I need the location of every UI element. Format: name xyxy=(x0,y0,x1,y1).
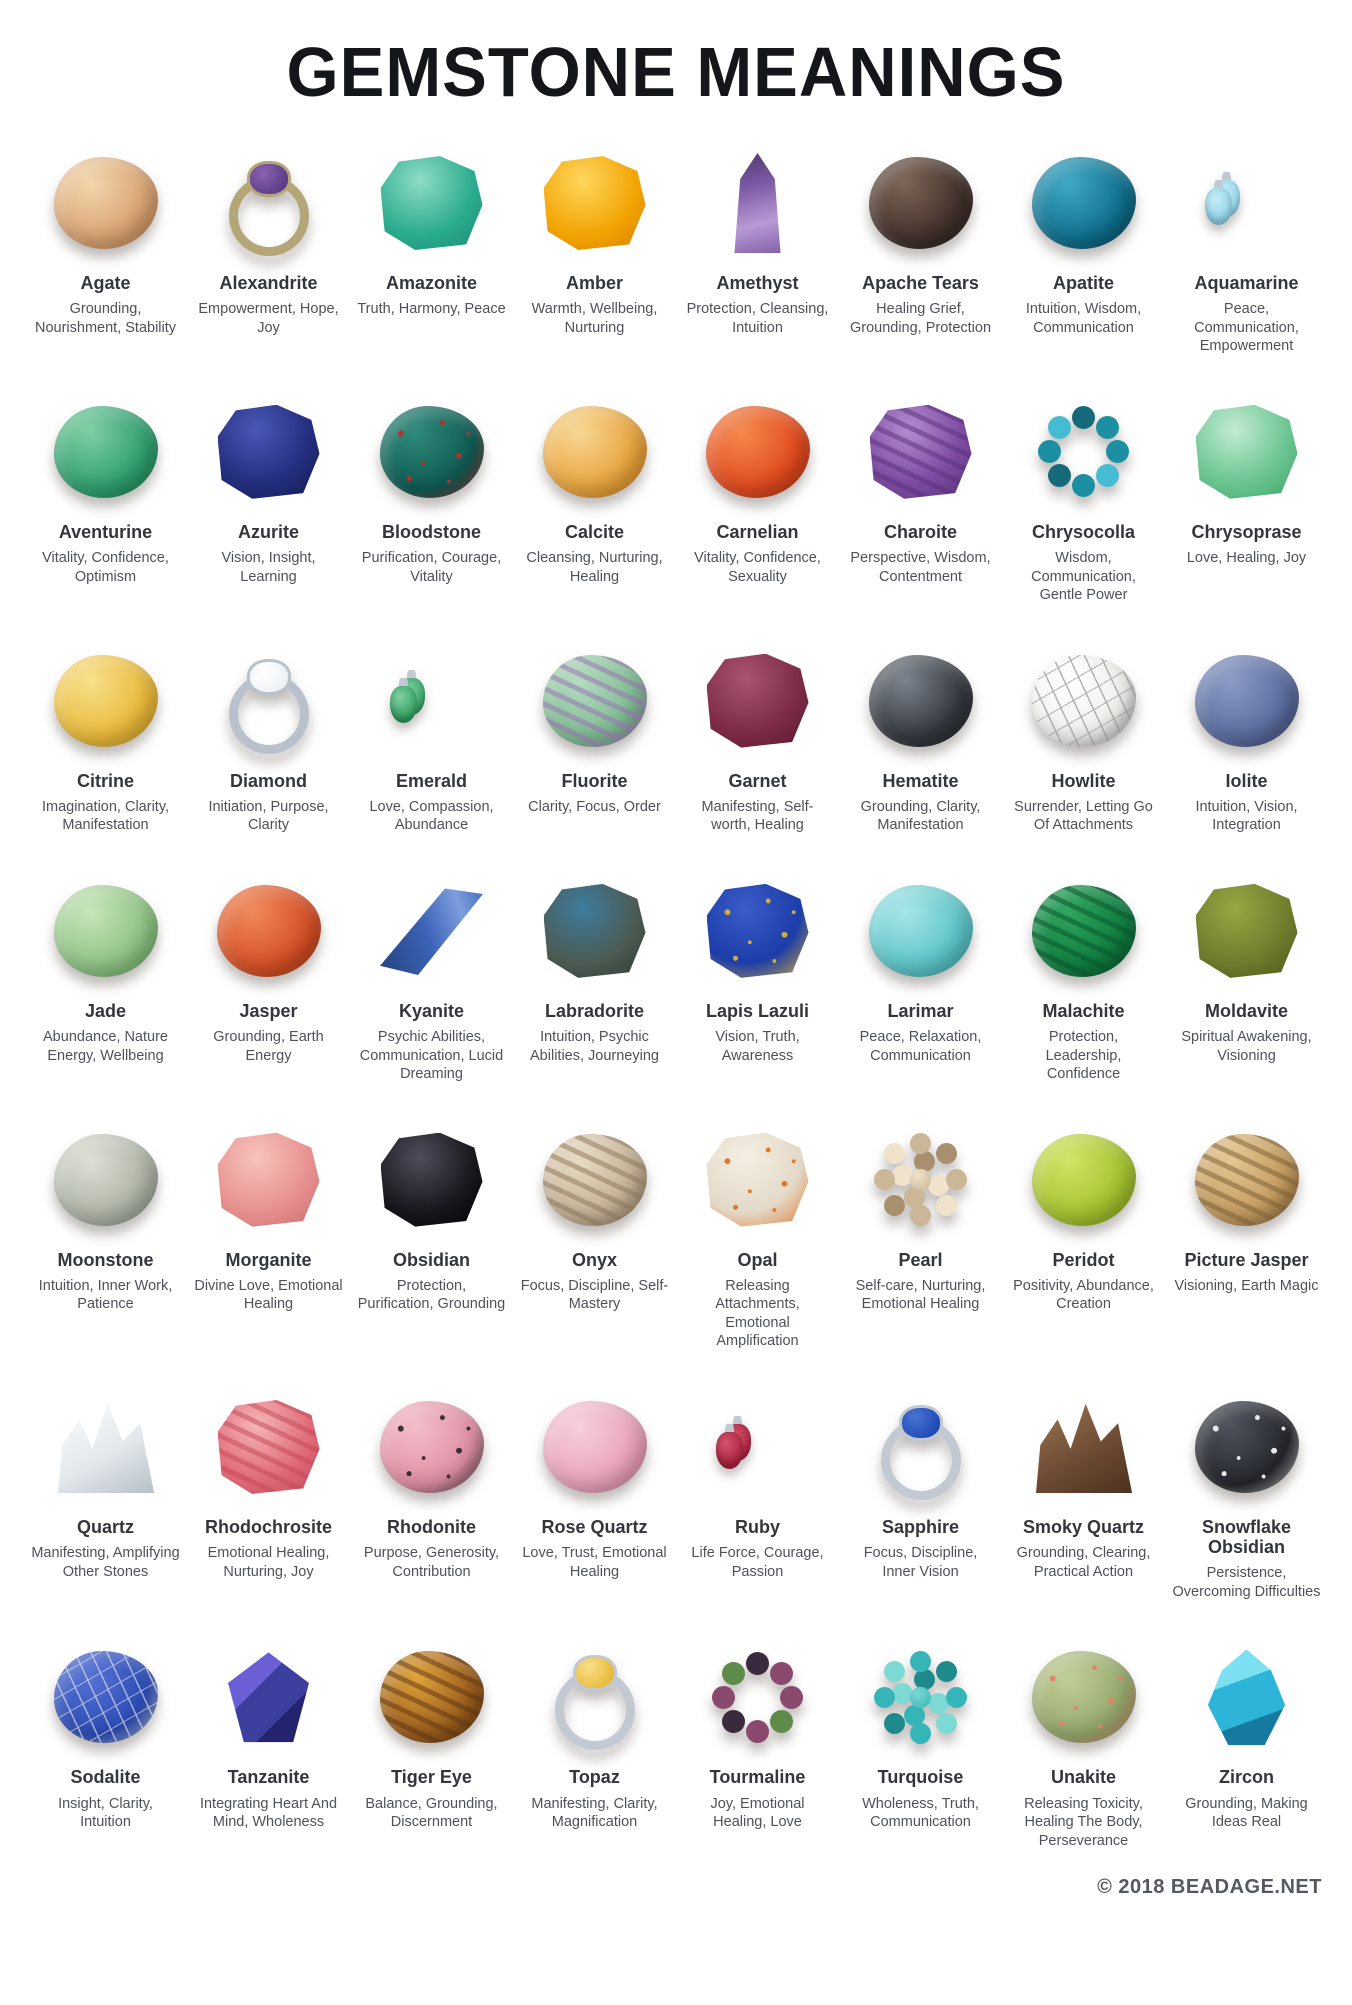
gem-cell-rhodonite xyxy=(352,1387,511,1601)
gem-cell-lapis-lazuli xyxy=(678,871,837,1084)
agate-stone-icon xyxy=(54,157,158,249)
gem-art xyxy=(841,392,1000,512)
gem-name-pearl: Pearl xyxy=(898,1249,943,1270)
gem-name-jasper: Jasper xyxy=(239,1000,298,1021)
picture-jasper-stone-icon xyxy=(1195,1134,1299,1226)
gem-meaning-lapis-lazuli: Vision, Truth, Awareness xyxy=(715,1029,800,1064)
gem-meaning-snowflake-obsidian: Persistence, Overcoming Difficulties xyxy=(1172,1565,1321,1600)
gem-cell-topaz xyxy=(515,1637,674,1850)
gem-name-fluorite: Fluorite xyxy=(561,770,628,791)
gem-art xyxy=(1167,641,1326,761)
gem-meaning-amazonite: Truth, Harmony, Peace xyxy=(357,301,506,318)
gem-cell-alexandrite xyxy=(189,143,348,356)
sapphire-stone-icon xyxy=(881,1420,961,1500)
gem-cell-garnet xyxy=(678,641,837,835)
turquoise-stone-icon xyxy=(910,1687,931,1708)
peridot-stone-icon xyxy=(1032,1134,1136,1226)
gem-name-tiger-eye: Tiger Eye xyxy=(391,1767,472,1788)
gem-meaning-opal: Releasing Attachments, Emotional Amplification xyxy=(715,1277,800,1350)
gem-name-rose-quartz: Rose Quartz xyxy=(541,1516,648,1537)
gem-art xyxy=(189,1120,348,1240)
gem-cell-larimar xyxy=(841,871,1000,1084)
gem-art xyxy=(189,392,348,512)
gem-name-emerald: Emerald xyxy=(395,770,468,791)
gem-cell-malachite xyxy=(1004,871,1163,1084)
gem-meaning-picture-jasper: Visioning, Earth Magic xyxy=(1174,1277,1319,1294)
apache-tears-stone-icon xyxy=(869,157,973,249)
gem-meaning-smoky-quartz: Grounding, Clearing, Practical Action xyxy=(1016,1545,1151,1580)
gem-name-jade: Jade xyxy=(84,1000,127,1021)
azurite-stone-icon xyxy=(218,405,320,499)
gem-cell-howlite xyxy=(1004,641,1163,835)
gem-cell-tanzanite xyxy=(189,1637,348,1850)
gem-art xyxy=(352,641,511,761)
citrine-stone-icon xyxy=(54,655,158,747)
gem-art xyxy=(26,143,185,263)
gem-art xyxy=(26,1387,185,1507)
gem-meaning-moonstone: Intuition, Inner Work, Patience xyxy=(38,1277,173,1313)
gem-cell-azurite xyxy=(189,392,348,605)
howlite-stone-icon xyxy=(1032,655,1136,747)
gem-name-howlite: Howlite xyxy=(1051,770,1116,791)
gem-name-agate: Agate xyxy=(80,273,131,293)
gem-art xyxy=(515,1120,674,1240)
gem-name-topaz: Topaz xyxy=(569,1767,620,1788)
gem-art xyxy=(26,392,185,512)
gem-meaning-obsidian: Protection, Purification, Grounding xyxy=(357,1277,506,1313)
gem-art xyxy=(189,1387,348,1507)
gem-cell-aventurine xyxy=(26,392,185,605)
gem-meaning-apatite: Intuition, Wisdom, Communication xyxy=(1025,301,1142,336)
unakite-stone-icon xyxy=(1032,1651,1136,1743)
zircon-stone-icon xyxy=(1206,1649,1288,1745)
gem-meaning-apache-tears: Healing Grief, Grounding, Protection xyxy=(849,301,992,336)
gem-name-snowflake-obsidian: Snowflake Obsidian xyxy=(1201,1516,1292,1558)
gem-art xyxy=(841,1387,1000,1507)
gem-name-tanzanite: Tanzanite xyxy=(227,1767,310,1788)
rhodonite-stone-icon xyxy=(380,1401,484,1493)
gem-art xyxy=(26,1120,185,1240)
gem-cell-tiger-eye xyxy=(352,1637,511,1850)
gem-meaning-rhodonite: Purpose, Generosity, Contribution xyxy=(363,1545,500,1580)
garnet-stone-icon xyxy=(707,654,809,748)
gem-cell-calcite xyxy=(515,392,674,605)
calcite-stone-icon xyxy=(543,406,647,498)
gem-meaning-carnelian: Vitality, Confidence, Sexuality xyxy=(694,549,821,585)
amber-stone-icon xyxy=(544,156,646,250)
gem-art xyxy=(352,1120,511,1240)
gem-art xyxy=(515,392,674,512)
topaz-stone-icon xyxy=(555,1670,635,1750)
gem-meaning-chrysocolla: Wisdom, Communication, Gentle Power xyxy=(1031,549,1136,604)
gem-art xyxy=(352,871,511,991)
gem-name-onyx: Onyx xyxy=(571,1249,618,1270)
gem-meaning-unakite: Releasing Toxicity, Healing The Body, Perseverance xyxy=(1024,1795,1143,1849)
gem-meaning-labradorite: Intuition, Psychic Abilities, Journeying xyxy=(530,1029,659,1064)
gem-name-labradorite: Labradorite xyxy=(544,1000,645,1021)
gem-meaning-jasper: Grounding, Earth Energy xyxy=(213,1029,324,1064)
gem-cell-onyx xyxy=(515,1120,674,1351)
gem-art xyxy=(841,641,1000,761)
rhodochrosite-stone-icon xyxy=(218,1400,320,1494)
gem-cell-pearl xyxy=(841,1120,1000,1351)
gem-name-tourmaline: Tourmaline xyxy=(709,1767,806,1788)
gem-meaning-quartz: Manifesting, Amplifying Other Stones xyxy=(31,1545,180,1580)
gem-name-calcite: Calcite xyxy=(564,521,625,542)
opal-stone-icon xyxy=(707,1133,809,1227)
gem-cell-citrine xyxy=(26,641,185,835)
gem-cell-chrysocolla xyxy=(1004,392,1163,605)
gem-meaning-rhodochrosite: Emotional Healing, Nurturing, Joy xyxy=(207,1545,330,1580)
gem-name-diamond: Diamond xyxy=(229,770,307,791)
lapis-lazuli-stone-icon xyxy=(707,884,809,978)
diamond-stone-icon xyxy=(229,674,309,754)
gem-name-ruby: Ruby xyxy=(735,1516,780,1537)
gem-name-aquamarine: Aquamarine xyxy=(1194,273,1299,293)
quartz-stone-icon xyxy=(52,1401,160,1493)
gem-meaning-chrysoprase: Love, Healing, Joy xyxy=(1186,549,1307,566)
gem-cell-snowflake-obsidian xyxy=(1167,1387,1326,1601)
gem-art xyxy=(678,392,837,512)
gem-name-amazonite: Amazonite xyxy=(385,273,477,293)
gem-cell-quartz xyxy=(26,1387,185,1601)
gem-meaning-iolite: Intuition, Vision, Integration xyxy=(1195,798,1298,834)
rose-quartz-stone-icon xyxy=(543,1401,647,1493)
gem-meaning-onyx: Focus, Discipline, Self-Mastery xyxy=(520,1277,669,1313)
gem-name-charoite: Charoite xyxy=(883,521,957,542)
gem-meaning-larimar: Peace, Relaxation, Communication xyxy=(859,1029,982,1064)
gem-name-hematite: Hematite xyxy=(882,770,959,791)
labradorite-stone-icon xyxy=(544,884,646,978)
gem-art xyxy=(1167,1637,1326,1757)
alexandrite-stone-icon xyxy=(229,176,309,256)
gem-art xyxy=(1167,1120,1326,1240)
gem-meaning-moldavite: Spiritual Awakening, Visioning xyxy=(1181,1029,1312,1064)
apatite-stone-icon xyxy=(1032,157,1136,249)
gem-name-kyanite: Kyanite xyxy=(398,1000,465,1021)
gem-meaning-sapphire: Focus, Discipline, Inner Vision xyxy=(863,1545,978,1580)
gem-meaning-garnet: Manifesting, Self-worth, Healing xyxy=(701,798,814,834)
gem-name-picture-jasper: Picture Jasper xyxy=(1184,1249,1309,1270)
gem-name-quartz: Quartz xyxy=(76,1516,134,1537)
gem-cell-rose-quartz xyxy=(515,1387,674,1601)
gem-meaning-citrine: Imagination, Clarity, Manifestation xyxy=(41,798,170,834)
gem-meaning-turquoise: Wholeness, Truth, Communication xyxy=(862,1795,979,1831)
tiger-eye-stone-icon xyxy=(380,1651,484,1743)
snowflake-obsidian-stone-icon xyxy=(1195,1401,1299,1493)
gem-art xyxy=(841,143,1000,263)
gem-cell-amazonite xyxy=(352,143,511,356)
gem-name-citrine: Citrine xyxy=(76,770,134,791)
jasper-stone-icon xyxy=(217,885,321,977)
gem-art xyxy=(515,143,674,263)
poster-footer xyxy=(0,1850,1352,1927)
gem-art xyxy=(841,1637,1000,1757)
gem-name-azurite: Azurite xyxy=(237,521,299,542)
sodalite-stone-icon xyxy=(54,1651,158,1743)
gem-cell-hematite xyxy=(841,641,1000,835)
gem-name-moldavite: Moldavite xyxy=(1204,1000,1288,1021)
gem-name-zircon: Zircon xyxy=(1218,1767,1274,1788)
amazonite-stone-icon xyxy=(381,156,483,250)
page-title: GEMSTONE MEANINGS xyxy=(286,33,1066,112)
gem-cell-jasper xyxy=(189,871,348,1084)
gem-cell-bloodstone xyxy=(352,392,511,605)
gem-name-apatite: Apatite xyxy=(1052,273,1114,293)
tourmaline-stone-icon xyxy=(746,1686,769,1709)
gem-cell-amethyst xyxy=(678,143,837,356)
poster-header xyxy=(0,34,1352,111)
gem-name-apache-tears: Apache Tears xyxy=(862,273,979,293)
gem-art xyxy=(678,143,837,263)
gem-art xyxy=(26,1637,185,1757)
gem-name-carnelian: Carnelian xyxy=(716,521,799,542)
gem-art xyxy=(1167,1387,1326,1507)
gem-cell-zircon xyxy=(1167,1637,1326,1850)
gem-art xyxy=(515,871,674,991)
gem-cell-charoite xyxy=(841,392,1000,605)
gem-meaning-tiger-eye: Balance, Grounding, Discernment xyxy=(365,1795,498,1831)
chrysocolla-stone-icon xyxy=(1072,440,1095,463)
gem-meaning-amethyst: Protection, Cleansing, Intuition xyxy=(686,301,829,336)
aquamarine-stone-icon xyxy=(1205,160,1289,246)
gem-name-iolite: Iolite xyxy=(1225,770,1268,791)
gem-cell-moonstone xyxy=(26,1120,185,1351)
aventurine-stone-icon xyxy=(54,406,158,498)
gem-cell-opal xyxy=(678,1120,837,1351)
gem-name-alexandrite: Alexandrite xyxy=(219,273,318,293)
gem-art xyxy=(1167,871,1326,991)
gem-name-unakite: Unakite xyxy=(1050,1767,1117,1788)
gem-art xyxy=(189,871,348,991)
gem-cell-unakite xyxy=(1004,1637,1163,1850)
gem-name-lapis-lazuli: Lapis Lazuli xyxy=(705,1000,810,1021)
gem-meaning-morganite: Divine Love, Emotional Healing xyxy=(194,1277,343,1313)
gem-name-rhodonite: Rhodonite xyxy=(387,1516,476,1537)
gem-cell-apatite xyxy=(1004,143,1163,356)
gem-cell-jade xyxy=(26,871,185,1084)
malachite-stone-icon xyxy=(1032,885,1136,977)
gem-meaning-emerald: Love, Compassion, Abundance xyxy=(369,798,494,834)
gem-name-obsidian: Obsidian xyxy=(392,1249,470,1270)
gem-name-aventurine: Aventurine xyxy=(58,521,153,542)
gem-cell-sapphire xyxy=(841,1387,1000,1601)
gem-name-bloodstone: Bloodstone xyxy=(382,521,481,542)
gem-name-chrysoprase: Chrysoprase xyxy=(1191,521,1302,542)
onyx-stone-icon xyxy=(543,1134,647,1226)
gem-cell-chrysoprase xyxy=(1167,392,1326,605)
ruby-stone-icon xyxy=(716,1404,800,1490)
gem-cell-kyanite xyxy=(352,871,511,1084)
moldavite-stone-icon xyxy=(1196,884,1298,978)
gem-meaning-aquamarine: Peace, Communication, Empowerment xyxy=(1194,301,1299,355)
larimar-stone-icon xyxy=(869,885,973,977)
gem-cell-turquoise xyxy=(841,1637,1000,1850)
gem-art xyxy=(352,1387,511,1507)
gem-cell-fluorite xyxy=(515,641,674,835)
gem-meaning-amber: Warmth, Wellbeing, Nurturing xyxy=(531,301,658,336)
gem-name-garnet: Garnet xyxy=(728,770,787,791)
gem-meaning-alexandrite: Empowerment, Hope, Joy xyxy=(198,301,339,336)
emerald-stone-icon xyxy=(390,658,474,744)
charoite-stone-icon xyxy=(870,405,972,499)
gem-name-morganite: Morganite xyxy=(225,1249,312,1270)
gem-cell-agate xyxy=(26,143,185,356)
gem-meaning-howlite: Surrender, Letting Go Of Attachments xyxy=(1014,798,1153,834)
gem-name-opal: Opal xyxy=(737,1249,778,1270)
gem-meaning-sodalite: Insight, Clarity, Intuition xyxy=(58,1795,153,1831)
gem-meaning-ruby: Life Force, Courage, Passion xyxy=(691,1545,824,1580)
moonstone-stone-icon xyxy=(54,1134,158,1226)
gem-cell-diamond xyxy=(189,641,348,835)
gem-cell-tourmaline xyxy=(678,1637,837,1850)
gem-cell-obsidian xyxy=(352,1120,511,1351)
gem-art xyxy=(1004,641,1163,761)
gem-art xyxy=(1004,143,1163,263)
gem-art xyxy=(352,1637,511,1757)
copyright-text: © 2018 BEADAGE.NET xyxy=(1097,1876,1322,1899)
gem-art xyxy=(1167,143,1326,263)
gem-meaning-azurite: Vision, Insight, Learning xyxy=(221,549,316,585)
gem-cell-apache-tears xyxy=(841,143,1000,356)
gem-cell-iolite xyxy=(1167,641,1326,835)
gem-art xyxy=(352,143,511,263)
gem-name-smoky-quartz: Smoky Quartz xyxy=(1022,1516,1145,1537)
gem-name-rhodochrosite: Rhodochrosite xyxy=(204,1516,332,1537)
jade-stone-icon xyxy=(54,885,158,977)
gem-art xyxy=(515,641,674,761)
kyanite-stone-icon xyxy=(376,885,488,977)
gem-name-sapphire: Sapphire xyxy=(881,1516,960,1537)
carnelian-stone-icon xyxy=(706,406,810,498)
gem-art xyxy=(678,641,837,761)
gem-art xyxy=(841,1120,1000,1240)
gem-name-amber: Amber xyxy=(565,273,623,293)
gem-art xyxy=(1004,1120,1163,1240)
gem-cell-peridot xyxy=(1004,1120,1163,1351)
gem-art xyxy=(515,1637,674,1757)
gem-cell-emerald xyxy=(352,641,511,835)
gem-cell-aquamarine xyxy=(1167,143,1326,356)
gem-art xyxy=(1004,392,1163,512)
gem-cell-rhodochrosite xyxy=(189,1387,348,1601)
gem-meaning-malachite: Protection, Leadership, Confidence xyxy=(1045,1029,1122,1083)
gem-cell-sodalite xyxy=(26,1637,185,1850)
gem-art xyxy=(1004,871,1163,991)
gem-cell-carnelian xyxy=(678,392,837,605)
gem-meaning-peridot: Positivity, Abundance, Creation xyxy=(1013,1277,1154,1313)
gem-art xyxy=(189,641,348,761)
gem-art xyxy=(678,1387,837,1507)
chrysoprase-stone-icon xyxy=(1196,405,1298,499)
gem-art xyxy=(841,871,1000,991)
gem-art xyxy=(189,143,348,263)
gem-meaning-diamond: Initiation, Purpose, Clarity xyxy=(208,798,329,834)
gem-art xyxy=(515,1387,674,1507)
gem-cell-ruby xyxy=(678,1387,837,1601)
gem-meaning-bloodstone: Purification, Courage, Vitality xyxy=(361,549,502,585)
pearl-stone-icon xyxy=(910,1169,931,1190)
smoky-quartz-stone-icon xyxy=(1030,1401,1138,1493)
gem-meaning-tanzanite: Integrating Heart And Mind, Wholeness xyxy=(199,1795,338,1831)
gem-art xyxy=(678,1120,837,1240)
gem-name-moonstone: Moonstone xyxy=(57,1249,154,1270)
gem-name-larimar: Larimar xyxy=(887,1000,954,1021)
gem-name-sodalite: Sodalite xyxy=(70,1767,141,1788)
gem-meaning-tourmaline: Joy, Emotional Healing, Love xyxy=(710,1795,805,1831)
obsidian-stone-icon xyxy=(381,1133,483,1227)
hematite-stone-icon xyxy=(869,655,973,747)
gem-meaning-zircon: Grounding, Making Ideas Real xyxy=(1185,1795,1308,1831)
iolite-stone-icon xyxy=(1195,655,1299,747)
gem-art xyxy=(26,871,185,991)
gem-meaning-fluorite: Clarity, Focus, Order xyxy=(528,798,661,815)
gem-art xyxy=(1004,1637,1163,1757)
gem-name-malachite: Malachite xyxy=(1042,1000,1125,1021)
gem-meaning-rose-quartz: Love, Trust, Emotional Healing xyxy=(522,1545,667,1580)
gem-art xyxy=(26,641,185,761)
morganite-stone-icon xyxy=(218,1133,320,1227)
gem-meaning-calcite: Cleansing, Nurturing, Healing xyxy=(526,549,663,585)
gem-cell-amber xyxy=(515,143,674,356)
gem-cell-moldavite xyxy=(1167,871,1326,1084)
gem-meaning-pearl: Self-care, Nurturing, Emotional Healing xyxy=(855,1277,986,1313)
gem-name-amethyst: Amethyst xyxy=(716,273,799,293)
gem-meaning-agate: Grounding, Nourishment, Stability xyxy=(34,301,177,336)
gem-meaning-jade: Abundance, Nature Energy, Wellbeing xyxy=(43,1029,168,1064)
gem-art xyxy=(678,871,837,991)
gem-art xyxy=(352,392,511,512)
gem-art xyxy=(678,1637,837,1757)
gem-art xyxy=(1167,392,1326,512)
gem-name-peridot: Peridot xyxy=(1052,1249,1115,1270)
bloodstone-stone-icon xyxy=(380,406,484,498)
gem-art xyxy=(1004,1387,1163,1507)
gem-name-chrysocolla: Chrysocolla xyxy=(1031,521,1136,542)
gem-cell-smoky-quartz xyxy=(1004,1387,1163,1601)
gem-meaning-charoite: Perspective, Wisdom, Contentment xyxy=(850,549,991,585)
gem-meaning-hematite: Grounding, Clarity, Manifestation xyxy=(860,798,981,834)
gem-meaning-aventurine: Vitality, Confidence, Optimism xyxy=(42,549,169,585)
tanzanite-stone-icon xyxy=(225,1652,313,1742)
gem-meaning-topaz: Manifesting, Clarity, Magnification xyxy=(531,1795,658,1831)
gem-cell-picture-jasper xyxy=(1167,1120,1326,1351)
gem-name-turquoise: Turquoise xyxy=(877,1767,964,1788)
fluorite-stone-icon xyxy=(543,655,647,747)
gem-cell-labradorite xyxy=(515,871,674,1084)
gem-art xyxy=(189,1637,348,1757)
amethyst-stone-icon xyxy=(722,153,794,253)
gem-grid xyxy=(0,137,1352,1850)
gem-meaning-kyanite: Psychic Abilities, Communication, Lucid Dreaming xyxy=(359,1029,504,1083)
gem-cell-morganite xyxy=(189,1120,348,1351)
